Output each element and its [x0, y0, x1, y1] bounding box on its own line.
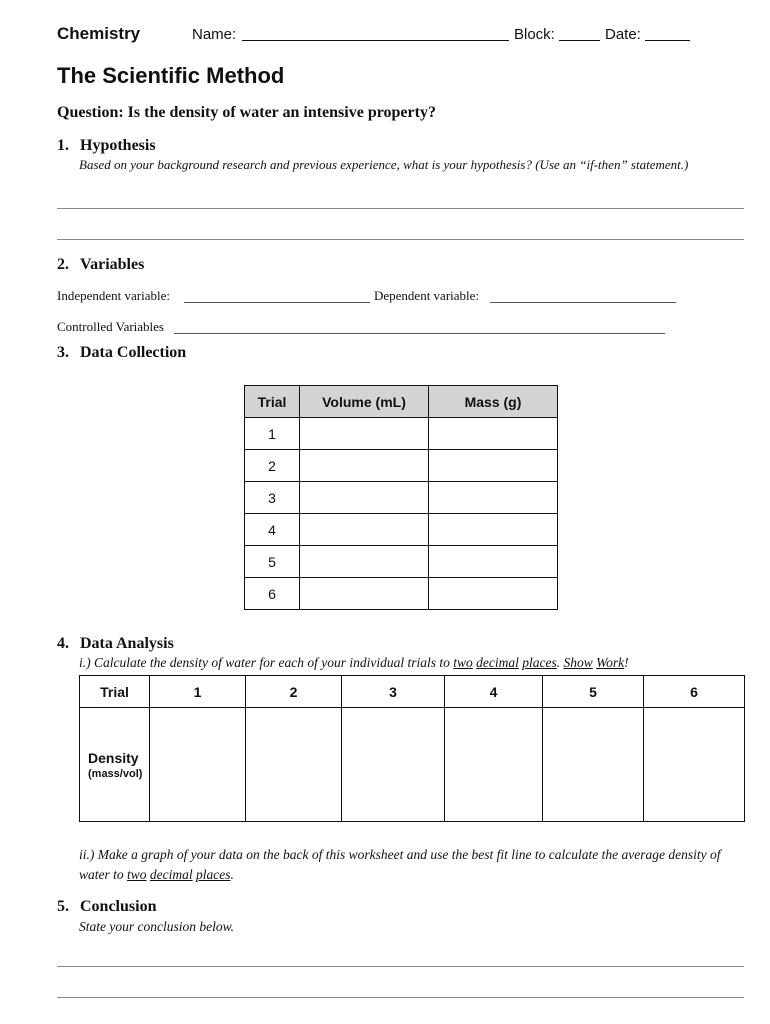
instruction-emphasis: Show: [563, 655, 593, 670]
volume-cell[interactable]: [300, 418, 429, 450]
instruction-emphasis: decimal: [149, 867, 193, 882]
instruction-text: !: [624, 655, 629, 670]
row-header-trial: Trial: [80, 676, 150, 708]
volume-cell[interactable]: [300, 514, 429, 546]
trial-column-header: 4: [445, 676, 543, 708]
dependent-variable-label: Dependent variable:: [374, 288, 480, 303]
trial-number: 1: [245, 418, 300, 450]
analysis-instruction-i: [79, 655, 629, 671]
density-table: [79, 675, 745, 822]
density-label: Density: [88, 749, 139, 766]
conclusion-answer-line-2[interactable]: [57, 997, 744, 998]
section-title: Hypothesis: [80, 137, 156, 154]
instruction-emphasis: places: [522, 655, 557, 670]
name-field[interactable]: [242, 40, 509, 41]
page-title: The Scientific Method: [57, 63, 285, 88]
section-title: Variables: [80, 256, 145, 273]
trial-number: 4: [245, 514, 300, 546]
conclusion-answer-line-1[interactable]: [57, 966, 744, 967]
section-hypothesis-heading: [57, 137, 156, 155]
mass-cell[interactable]: [429, 578, 558, 610]
column-header-trial: Trial: [245, 386, 300, 418]
instruction-emphasis: decimal: [476, 655, 519, 670]
table-row: [245, 514, 558, 546]
section-title: Data Analysis: [80, 635, 174, 652]
trial-column-header: 1: [150, 676, 246, 708]
instruction-text: i.) Calculate the density of water for each of your individual trials to: [79, 655, 454, 670]
mass-cell[interactable]: [429, 450, 558, 482]
section-data-analysis-heading: [57, 635, 174, 653]
hypothesis-instructions: Based on your background research and previous experience, what is your hypothesis? (Use an “if-then” statement.): [79, 157, 689, 172]
section-number: 3.: [57, 344, 69, 361]
mass-cell[interactable]: [429, 514, 558, 546]
table-header-row: [80, 676, 745, 708]
density-cell[interactable]: [644, 708, 745, 822]
instruction-emphasis: places: [196, 867, 231, 882]
name-label: Name:: [192, 26, 237, 43]
dependent-variable-field[interactable]: [490, 302, 676, 303]
section-number: 2.: [57, 256, 69, 273]
controlled-variables-field[interactable]: [174, 333, 665, 334]
trial-number: 5: [245, 546, 300, 578]
conclusion-instructions: State your conclusion below.: [79, 919, 234, 934]
trial-column-header: 5: [543, 676, 644, 708]
density-cell[interactable]: [543, 708, 644, 822]
volume-cell[interactable]: [300, 578, 429, 610]
mass-cell[interactable]: [429, 546, 558, 578]
data-collection-table: [244, 385, 558, 610]
table-row: [245, 578, 558, 610]
section-variables-heading: [57, 256, 144, 274]
table-row: [245, 546, 558, 578]
volume-cell[interactable]: [300, 450, 429, 482]
mass-cell[interactable]: [429, 482, 558, 514]
mass-cell[interactable]: [429, 418, 558, 450]
independent-variable-label: Independent variable:: [57, 288, 170, 303]
table-row: [245, 450, 558, 482]
section-title: Conclusion: [80, 898, 157, 915]
instruction-text: ii.) Make a graph of your data on the back of this worksheet and use the best fit line to calculate the average density of water to: [79, 847, 721, 882]
trial-number: 2: [245, 450, 300, 482]
density-cell[interactable]: [342, 708, 445, 822]
block-label: Block:: [514, 26, 555, 43]
section-number: 5.: [57, 898, 69, 915]
section-conclusion-heading: [57, 898, 156, 916]
section-number: 4.: [57, 635, 69, 652]
trial-column-header: 2: [246, 676, 342, 708]
density-cell[interactable]: [150, 708, 246, 822]
volume-cell[interactable]: [300, 546, 429, 578]
density-cell[interactable]: [445, 708, 543, 822]
volume-cell[interactable]: [300, 482, 429, 514]
instruction-emphasis: two: [453, 655, 473, 670]
trial-column-header: 6: [644, 676, 745, 708]
column-header-volume: Volume (mL): [300, 386, 429, 418]
instruction-text: .: [556, 655, 564, 670]
trial-number: 6: [245, 578, 300, 610]
instruction-emphasis: two: [127, 867, 147, 882]
density-row-label: [80, 708, 150, 822]
trial-number: 3: [245, 482, 300, 514]
controlled-variables-label: Controlled Variables: [57, 319, 164, 334]
table-header-row: [245, 386, 558, 418]
instruction-emphasis: Work: [596, 655, 625, 670]
density-cell[interactable]: [246, 708, 342, 822]
subject-label: Chemistry: [57, 24, 141, 43]
trial-column-header: 3: [342, 676, 445, 708]
date-field[interactable]: [645, 40, 690, 41]
column-header-mass: Mass (g): [429, 386, 558, 418]
block-field[interactable]: [559, 40, 600, 41]
date-label: Date:: [605, 26, 641, 43]
instruction-text: .: [230, 867, 234, 882]
section-title: Data Collection: [80, 344, 187, 361]
table-row: [245, 482, 558, 514]
density-sublabel: (mass/vol): [88, 767, 143, 780]
table-row: [245, 418, 558, 450]
section-data-collection-heading: [57, 344, 186, 362]
independent-variable-field[interactable]: [184, 302, 370, 303]
section-number: 1.: [57, 137, 69, 154]
question-text: Question: Is the density of water an intensive property?: [57, 104, 436, 121]
hypothesis-answer-line-1[interactable]: [57, 208, 744, 209]
hypothesis-answer-line-2[interactable]: [57, 239, 744, 240]
table-row: [80, 708, 745, 822]
analysis-instruction-ii: [79, 845, 744, 885]
